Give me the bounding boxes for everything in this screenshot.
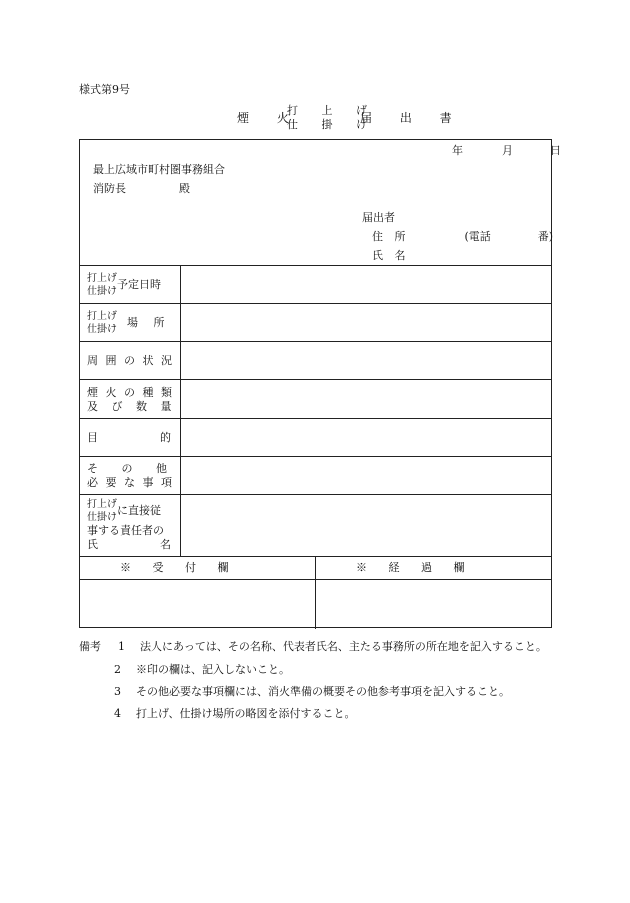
- addressee-title: [93, 183, 190, 194]
- note-number: 2: [114, 663, 121, 676]
- note-text: 法人にあっては、その名称、代表者氏名、主たる事務所の所在地を記入すること。: [140, 640, 547, 653]
- responsible-line4: [87, 538, 171, 552]
- row-label-responsible: [87, 498, 171, 552]
- stack-shikake: 仕掛け: [87, 512, 117, 523]
- note-number: 1: [118, 640, 125, 653]
- notifier-name-label: 氏 名: [372, 249, 410, 262]
- title-fireworks: 煙 火: [237, 111, 301, 125]
- purpose-left: 目: [87, 431, 98, 444]
- row-label-purpose: [87, 431, 171, 445]
- row-label-datetime: [87, 272, 161, 298]
- stack-uchiage: 打上げ: [87, 273, 117, 284]
- footer-column-divider: [315, 556, 316, 629]
- row-label-surroundings: 周 囲 の 状 況: [87, 354, 174, 367]
- addressee-org: 最上広域市町村圏事務組合: [93, 163, 225, 176]
- responsible-suffix: に直接従: [117, 504, 161, 517]
- note-text: ※印の欄は、記入しないこと。: [136, 663, 290, 676]
- notes-line-2: [114, 664, 290, 675]
- purpose-right: 的: [160, 431, 171, 444]
- note-number: 3: [114, 685, 121, 698]
- form-table: [79, 139, 552, 628]
- datetime-type-stack: [87, 272, 117, 298]
- phone-open: (電話: [464, 230, 491, 243]
- stack-shikake: 仕掛け: [87, 286, 117, 297]
- row-label-kinds: [87, 386, 177, 414]
- divider: [80, 418, 551, 419]
- stack-uchiage: 打上げ: [87, 311, 117, 322]
- notes-heading: 備考: [79, 640, 101, 653]
- responsible-name-right: 名: [160, 538, 171, 551]
- other-line1: そ の 他: [87, 462, 177, 475]
- notes-line-3: [114, 686, 510, 697]
- divider: [80, 456, 551, 457]
- responsible-name-left: 氏: [87, 538, 98, 551]
- stack-uchiage: 打上げ: [87, 499, 117, 510]
- note-text: その他必要な事項欄には、消火準備の概要その他参考事項を記入すること。: [136, 685, 510, 698]
- date-line: [452, 145, 561, 156]
- place-type-stack: [87, 310, 117, 336]
- divider: [80, 341, 551, 342]
- divider: [80, 265, 551, 266]
- notes-line-4: [114, 708, 356, 719]
- divider: [80, 303, 551, 304]
- datetime-label: 予定日時: [117, 278, 161, 291]
- stack-shikake: 仕掛け: [87, 324, 117, 335]
- other-line2: 必 要 な 事 項: [87, 476, 174, 489]
- responsible-line3: 事する責任者の: [87, 524, 164, 537]
- kinds-line2: 及 び 数 量: [87, 400, 177, 413]
- phone-close: 番): [537, 230, 554, 243]
- column-divider: [180, 265, 181, 556]
- kinds-line1: 煙 火 の 種 類: [87, 386, 174, 399]
- addressee-honorific: 殿: [179, 182, 190, 195]
- reception-column-header: ※ 受 付 欄: [120, 561, 238, 574]
- row-label-place: [87, 310, 171, 336]
- responsible-type-stack: [87, 498, 117, 524]
- form-number: 様式第9号: [79, 83, 130, 96]
- notes-line-1: [79, 641, 547, 652]
- divider: [80, 379, 551, 380]
- note-number: 4: [114, 707, 121, 720]
- date-year: 年: [452, 144, 463, 157]
- notifier-label: 届出者: [362, 211, 395, 224]
- title-uchiage: 打 上 げ: [287, 104, 377, 117]
- notifier-address-row: [372, 231, 553, 242]
- note-text: 打上げ、仕掛け場所の略図を添付すること。: [136, 707, 356, 720]
- place-label: 場 所: [127, 316, 171, 329]
- progress-column-header: ※ 経 過 欄: [356, 561, 474, 574]
- address-label: 住 所: [372, 230, 410, 243]
- divider: [80, 494, 551, 495]
- row-label-other: [87, 462, 177, 490]
- addressee-chief: 消防長: [93, 182, 126, 195]
- title-notification: 届 出 書: [360, 111, 464, 125]
- date-day: 日: [550, 144, 561, 157]
- date-month: 月: [502, 144, 513, 157]
- title-shikake: 仕 掛 け: [287, 118, 377, 131]
